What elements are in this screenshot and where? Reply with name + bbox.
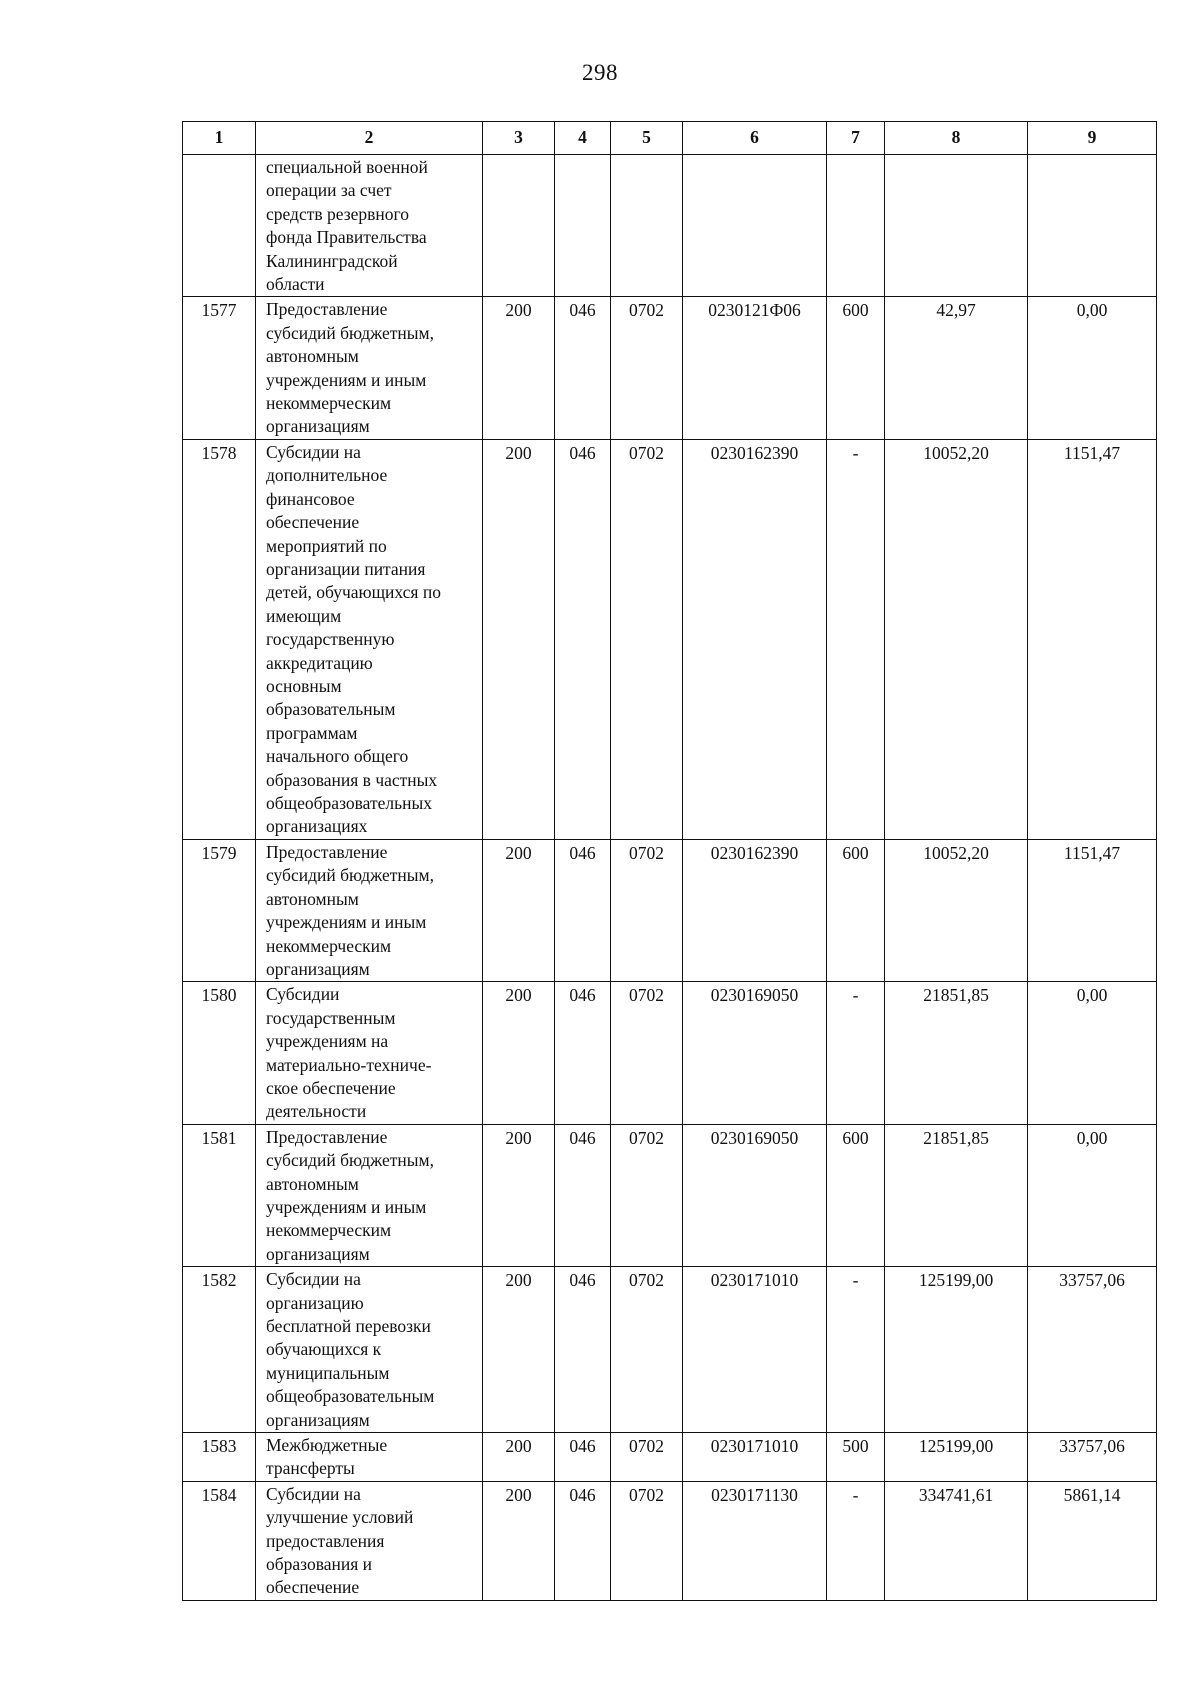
row-number-text: 1577 <box>201 300 237 321</box>
row-number-text: 1583 <box>201 1436 237 1457</box>
amount-col-8 <box>885 1267 1028 1433</box>
row-number <box>183 1481 256 1600</box>
code-col-5 <box>611 297 683 439</box>
code-col-3 <box>483 1267 555 1433</box>
amount-col-8 <box>885 982 1028 1124</box>
code-col-7-text: - <box>852 442 859 463</box>
code-col-4-text: 046 <box>569 985 596 1006</box>
item-name-text: Субсидии на дополнительное финансовое обеспечение мероприятий по организации питания детей, обучающихся по имеющим государственную аккредитацию основным образовательным программам начального общего образования в частных общеобразовательных организациях <box>266 441 441 837</box>
code-col-3 <box>483 982 555 1124</box>
row-number-text: 1582 <box>201 1270 237 1291</box>
code-col-5 <box>611 1481 683 1600</box>
empty-cell <box>183 155 256 297</box>
amount-col-8 <box>885 1481 1028 1600</box>
code-col-4-text: 046 <box>569 842 596 863</box>
budget-table <box>182 121 1157 1601</box>
code-col-3 <box>483 439 555 839</box>
amount-col-8-text: 334741,61 <box>918 1484 994 1505</box>
empty-cell <box>483 155 555 297</box>
code-col-7-text: 600 <box>842 842 869 863</box>
empty-cell <box>885 155 1028 297</box>
code-col-7-text: 600 <box>842 300 869 321</box>
code-col-6 <box>683 439 827 839</box>
row-number <box>183 839 256 981</box>
code-col-7 <box>827 1267 885 1433</box>
empty-cell <box>611 155 683 297</box>
code-col-7 <box>827 439 885 839</box>
table-row <box>183 297 1157 439</box>
code-col-4-text: 046 <box>569 300 596 321</box>
table-row <box>183 1433 1157 1482</box>
item-name-text: Субсидии на улучшение условий предоставления образования и обеспечение <box>266 1483 414 1598</box>
header-cell: 6 <box>683 122 827 155</box>
amount-col-9-text: 1151,47 <box>1063 842 1121 863</box>
amount-col-8-text: 125199,00 <box>918 1270 994 1291</box>
table-row <box>183 1124 1157 1266</box>
amount-col-8-text: 125199,00 <box>918 1436 994 1457</box>
code-col-5-text: 0702 <box>629 985 664 1006</box>
code-col-6 <box>683 297 827 439</box>
table-row <box>183 439 1157 839</box>
code-col-6-text: 0230171010 <box>710 1436 799 1457</box>
row-number-text: 1578 <box>201 442 237 463</box>
amount-col-8 <box>885 1124 1028 1266</box>
item-name-text: специальной военной операции за счет средств резервного фонда Правительства Калининградской области <box>266 157 428 295</box>
code-col-3-text: 200 <box>505 442 532 463</box>
code-col-3 <box>483 297 555 439</box>
table-row <box>183 839 1157 981</box>
row-number <box>183 1433 256 1482</box>
item-name-text: Межбюджетные трансферты <box>266 1435 388 1479</box>
item-name <box>256 1433 483 1482</box>
code-col-7-text: 500 <box>842 1436 869 1457</box>
code-col-4 <box>555 1481 611 1600</box>
header-row <box>183 122 1157 155</box>
code-col-4 <box>555 982 611 1124</box>
code-col-6 <box>683 1267 827 1433</box>
amount-col-9 <box>1028 1267 1157 1433</box>
item-name-text: Субсидии государственным учреждениям на материально-техниче- ское обеспечение деятельности <box>266 984 432 1122</box>
empty-cell <box>555 155 611 297</box>
row-number <box>183 1267 256 1433</box>
code-col-4-text: 046 <box>569 442 596 463</box>
code-col-5-text: 0702 <box>629 300 664 321</box>
header-cell: 2 <box>256 122 483 155</box>
header-cell: 8 <box>885 122 1028 155</box>
code-col-5-text: 0702 <box>629 1436 664 1457</box>
amount-col-9-text: 0,00 <box>1076 1127 1108 1148</box>
page-number: 298 <box>582 60 618 85</box>
code-col-6-text: 0230171130 <box>711 1484 798 1505</box>
amount-col-9-text: 1151,47 <box>1063 442 1121 463</box>
table-row <box>183 1267 1157 1433</box>
code-col-3-text: 200 <box>505 842 532 863</box>
header-cell: 3 <box>483 122 555 155</box>
amount-col-9-text: 0,00 <box>1076 300 1108 321</box>
code-col-4-text: 046 <box>569 1270 596 1291</box>
item-name <box>256 982 483 1124</box>
item-name <box>256 1124 483 1266</box>
code-col-5-text: 0702 <box>629 1127 664 1148</box>
amount-col-8-text: 21851,85 <box>923 1127 989 1148</box>
item-name-text: Предоставление субсидий бюджетным, автономным учреждениям и иным некоммерческим организациям <box>266 299 434 437</box>
item-name-text: Субсидии на организацию бесплатной перевозки обучающихся к муниципальным общеобразовательным организациям <box>266 1269 435 1430</box>
item-name <box>256 839 483 981</box>
code-col-4-text: 046 <box>569 1484 596 1505</box>
code-col-5-text: 0702 <box>629 1270 664 1291</box>
code-col-4-text: 046 <box>569 1436 596 1457</box>
code-col-4-text: 046 <box>569 1127 596 1148</box>
code-col-4 <box>555 839 611 981</box>
amount-col-8-text: 21851,85 <box>923 985 989 1006</box>
amount-col-8-text: 10052,20 <box>923 442 989 463</box>
code-col-5-text: 0702 <box>629 1484 664 1505</box>
code-col-4 <box>555 439 611 839</box>
code-col-3 <box>483 1433 555 1482</box>
code-col-6 <box>683 982 827 1124</box>
code-col-7 <box>827 297 885 439</box>
amount-col-8 <box>885 1433 1028 1482</box>
item-name-text: Предоставление субсидий бюджетным, автономным учреждениям и иным некоммерческим организациям <box>266 841 434 979</box>
row-number-text: 1579 <box>201 842 237 863</box>
table-row <box>183 1481 1157 1600</box>
code-col-7-text: 600 <box>842 1127 869 1148</box>
item-name <box>256 1481 483 1600</box>
amount-col-9 <box>1028 1124 1157 1266</box>
row-number-text: 1584 <box>201 1484 237 1505</box>
header-cell: 7 <box>827 122 885 155</box>
amount-col-8 <box>885 839 1028 981</box>
code-col-3 <box>483 839 555 981</box>
code-col-3-text: 200 <box>505 1127 532 1148</box>
code-col-3-text: 200 <box>505 985 532 1006</box>
amount-col-9-text: 0,00 <box>1076 985 1108 1006</box>
code-col-6-text: 0230162390 <box>710 842 799 863</box>
code-col-7 <box>827 839 885 981</box>
code-col-7 <box>827 1124 885 1266</box>
amount-col-8-text: 10052,20 <box>923 842 989 863</box>
code-col-5 <box>611 839 683 981</box>
code-col-5 <box>611 439 683 839</box>
code-col-3-text: 200 <box>505 300 532 321</box>
code-col-7-text: - <box>852 1484 859 1505</box>
code-col-7 <box>827 982 885 1124</box>
code-col-3-text: 200 <box>505 1484 532 1505</box>
code-col-5-text: 0702 <box>629 442 664 463</box>
header-cell: 9 <box>1028 122 1157 155</box>
row-number-text: 1581 <box>201 1127 237 1148</box>
code-col-7-text: - <box>852 985 859 1006</box>
code-col-3 <box>483 1481 555 1600</box>
code-col-3-text: 200 <box>505 1270 532 1291</box>
row-number <box>183 439 256 839</box>
code-col-7 <box>827 1481 885 1600</box>
code-col-4 <box>555 1433 611 1482</box>
item-name <box>256 1267 483 1433</box>
code-col-6-text: 0230171010 <box>710 1270 799 1291</box>
header-cell: 1 <box>183 122 256 155</box>
amount-col-9 <box>1028 439 1157 839</box>
code-col-6 <box>683 1433 827 1482</box>
row-number <box>183 982 256 1124</box>
item-name <box>256 155 483 297</box>
item-name-text: Предоставление субсидий бюджетным, автономным учреждениям и иным некоммерческим организациям <box>266 1126 434 1264</box>
table-row <box>183 982 1157 1124</box>
amount-col-9-text: 5861,14 <box>1063 1484 1121 1505</box>
header-cell: 5 <box>611 122 683 155</box>
empty-cell <box>1028 155 1157 297</box>
item-name <box>256 297 483 439</box>
amount-col-8-text: 42,97 <box>936 300 976 321</box>
header-cell: 4 <box>555 122 611 155</box>
row-number-text: 1580 <box>201 985 237 1006</box>
amount-col-9-text: 33757,06 <box>1059 1436 1125 1457</box>
code-col-5 <box>611 1267 683 1433</box>
amount-col-9 <box>1028 297 1157 439</box>
amount-col-9 <box>1028 1481 1157 1600</box>
code-col-3 <box>483 1124 555 1266</box>
amount-col-9 <box>1028 1433 1157 1482</box>
empty-cell <box>683 155 827 297</box>
code-col-7 <box>827 1433 885 1482</box>
code-col-4 <box>555 1267 611 1433</box>
code-col-5 <box>611 1433 683 1482</box>
amount-col-8 <box>885 297 1028 439</box>
amount-col-9-text: 33757,06 <box>1059 1270 1125 1291</box>
amount-col-9 <box>1028 839 1157 981</box>
code-col-4 <box>555 297 611 439</box>
code-col-6-text: 0230162390 <box>710 442 799 463</box>
empty-cell <box>827 155 885 297</box>
code-col-6 <box>683 839 827 981</box>
item-name <box>256 439 483 839</box>
code-col-3-text: 200 <box>505 1436 532 1457</box>
amount-col-8 <box>885 439 1028 839</box>
continuation-row <box>183 155 1157 297</box>
row-number <box>183 297 256 439</box>
code-col-6-text: 0230121Ф06 <box>708 300 801 321</box>
code-col-4 <box>555 1124 611 1266</box>
code-col-5 <box>611 1124 683 1266</box>
row-number <box>183 1124 256 1266</box>
amount-col-9 <box>1028 982 1157 1124</box>
code-col-7-text: - <box>852 1270 859 1291</box>
code-col-6-text: 0230169050 <box>710 985 799 1006</box>
code-col-5-text: 0702 <box>629 842 664 863</box>
code-col-6 <box>683 1124 827 1266</box>
code-col-5 <box>611 982 683 1124</box>
code-col-6-text: 0230169050 <box>710 1127 799 1148</box>
code-col-6 <box>683 1481 827 1600</box>
